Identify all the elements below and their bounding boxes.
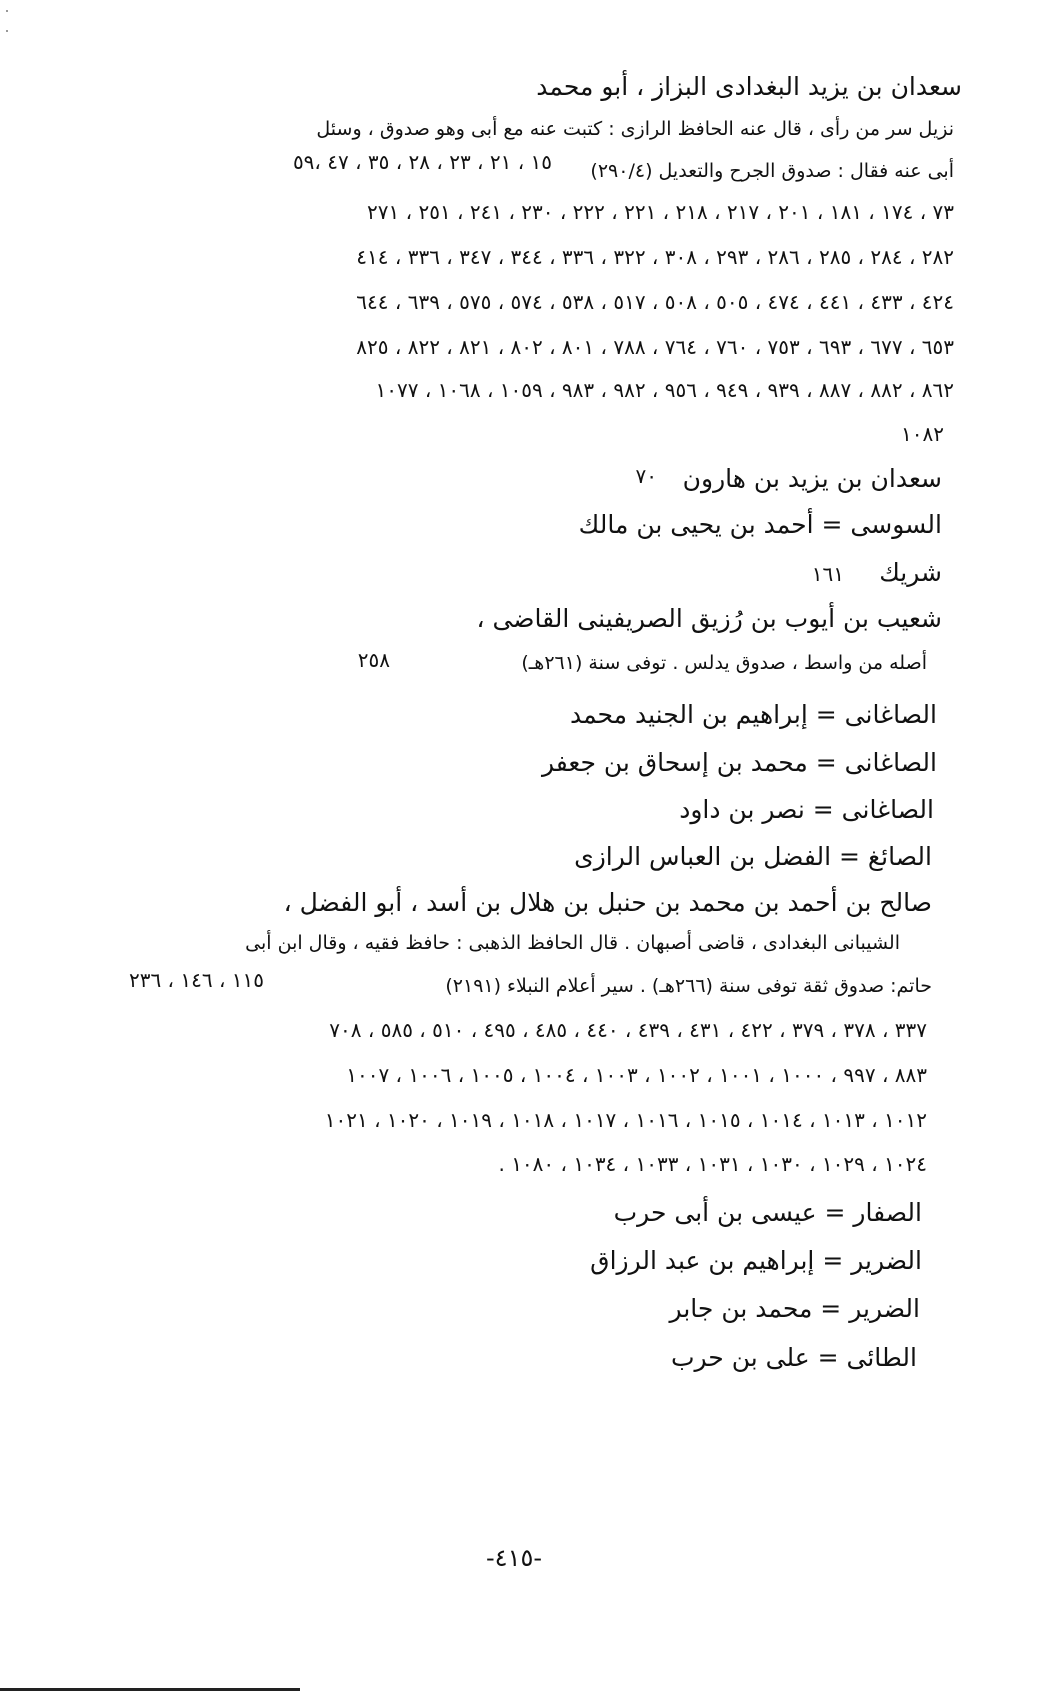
entry-description: أبى عنه فقال : صدوق الجرح والتعديل (٢٩٠/٤) (590, 160, 954, 182)
page-number: -٤١٥- (486, 1544, 543, 1572)
page-reference: ١٦١ (811, 562, 844, 586)
page-references: ١٠٢٤ ، ١٠٢٩ ، ١٠٣٠ ، ١٠٣١ ، ١٠٣٣ ، ١٠٣٤ ، ١٠٨٠ . (498, 1152, 927, 1176)
page-references: ٣٣٧ ، ٣٧٨ ، ٣٧٩ ، ٤٢٢ ، ٤٣١ ، ٤٣٩ ، ٤٤٠ ، ٤٨٥ ، ٤٩٥ ، ٥١٠ ، ٥٨٥ ، ٧٠٨ (329, 1018, 927, 1042)
cross-reference: الضرير = إبراهيم بن عبد الرزاق (590, 1246, 922, 1275)
cross-reference: الصفار = عيسى بن أبى حرب (613, 1198, 922, 1227)
cross-reference: الصاغانى = نصر بن داود (679, 795, 934, 824)
cross-reference: الضرير = محمد بن جابر (669, 1294, 920, 1323)
page-reference: ٢٥٨ (357, 648, 390, 672)
cross-reference: الصاغانى = محمد بن إسحاق بن جعفر (541, 748, 937, 777)
cross-reference: السوسى = أحمد بن يحيى بن مالك (578, 510, 942, 539)
cross-reference: الصائغ = الفضل بن العباس الرازى (574, 842, 932, 871)
scan-speck (6, 30, 8, 32)
page-references: ١٠١٢ ، ١٠١٣ ، ١٠١٤ ، ١٠١٥ ، ١٠١٦ ، ١٠١٧ ، ١٠١٨ ، ١٠١٩ ، ١٠٢٠ ، ١٠٢١ (324, 1108, 927, 1132)
page-references: ٦٥٣ ، ٦٧٧ ، ٦٩٣ ، ٧٥٣ ، ٧٦٠ ، ٧٦٤ ، ٧٨٨ ، ٨٠١ ، ٨٠٢ ، ٨٢١ ، ٨٢٢ ، ٨٢٥ (356, 335, 954, 359)
page-references: ١٥ ، ٢١ ، ٢٣ ، ٢٨ ، ٣٥ ، ٤٧ ،٥٩ (292, 150, 552, 174)
cross-reference: الطائى = على بن حرب (670, 1343, 917, 1372)
page-references: ١١٥ ، ١٤٦ ، ٢٣٦ (128, 968, 264, 992)
entry-heading: صالح بن أحمد بن محمد بن حنبل بن هلال بن أسد ، أبو الفضل ، (283, 888, 932, 917)
page-references: ٢٨٢ ، ٢٨٤ ، ٢٨٥ ، ٢٨٦ ، ٢٩٣ ، ٣٠٨ ، ٣٢٢ ، ٣٣٦ ، ٣٤٤ ، ٣٤٧ ، ٣٣٦ ، ٤١٤ (356, 245, 954, 269)
cross-reference: الصاغانى = إبراهيم بن الجنيد محمد (569, 700, 937, 729)
page-references: ٤٢٤ ، ٤٣٣ ، ٤٤١ ، ٤٧٤ ، ٥٠٥ ، ٥٠٨ ، ٥١٧ ، ٥٣٨ ، ٥٧٤ ، ٥٧٥ ، ٦٣٩ ، ٦٤٤ (356, 290, 954, 314)
page-references: ٨٦٢ ، ٨٨٢ ، ٨٨٧ ، ٩٣٩ ، ٩٤٩ ، ٩٥٦ ، ٩٨٢ ، ٩٨٣ ، ١٠٥٩ ، ١٠٦٨ ، ١٠٧٧ (375, 378, 954, 402)
page-reference: ٧٠ (635, 464, 657, 488)
entry-description: نزيل سر من رأى ، قال عنه الحافظ الرازى : كتبت عنه مع أبى وهو صدوق ، وسئل (316, 118, 954, 140)
entry-heading: شريك (879, 558, 942, 587)
bottom-edge-rule (0, 1688, 300, 1691)
page-references: ٧٣ ، ١٧٤ ، ١٨١ ، ٢٠١ ، ٢١٧ ، ٢١٨ ، ٢٢١ ، ٢٢٢ ، ٢٣٠ ، ٢٤١ ، ٢٥١ ، ٢٧١ (367, 200, 954, 224)
page-references: ١٠٨٢ (901, 422, 944, 446)
scan-speck (6, 10, 8, 12)
page-references: ٨٨٣ ، ٩٩٧ ، ١٠٠٠ ، ١٠٠١ ، ١٠٠٢ ، ١٠٠٣ ، ١٠٠٤ ، ١٠٠٥ ، ١٠٠٦ ، ١٠٠٧ (346, 1063, 927, 1087)
entry-description: الشيبانى البغدادى ، قاضى أصبهان . قال الحافظ الذهبى : حافظ فقيه ، وقال ابن أبى (245, 932, 900, 954)
entry-heading: سعدان بن يزيد بن هارون (682, 464, 942, 493)
entry-description: حاتم: صدوق ثقة توفى سنة (٢٦٦هـ) . سير أعلام النبلاء (٢١٩١) (445, 975, 932, 997)
entry-heading: شعيب بن أيوب بن رُزيق الصريفينى القاضى ، (476, 604, 942, 633)
entry-description: أصله من واسط ، صدوق يدلس . توفى سنة (٢٦١هـ) (521, 652, 927, 674)
entry-heading: سعدان بن يزيد البغدادى البزاز ، أبو محمد (536, 72, 962, 101)
